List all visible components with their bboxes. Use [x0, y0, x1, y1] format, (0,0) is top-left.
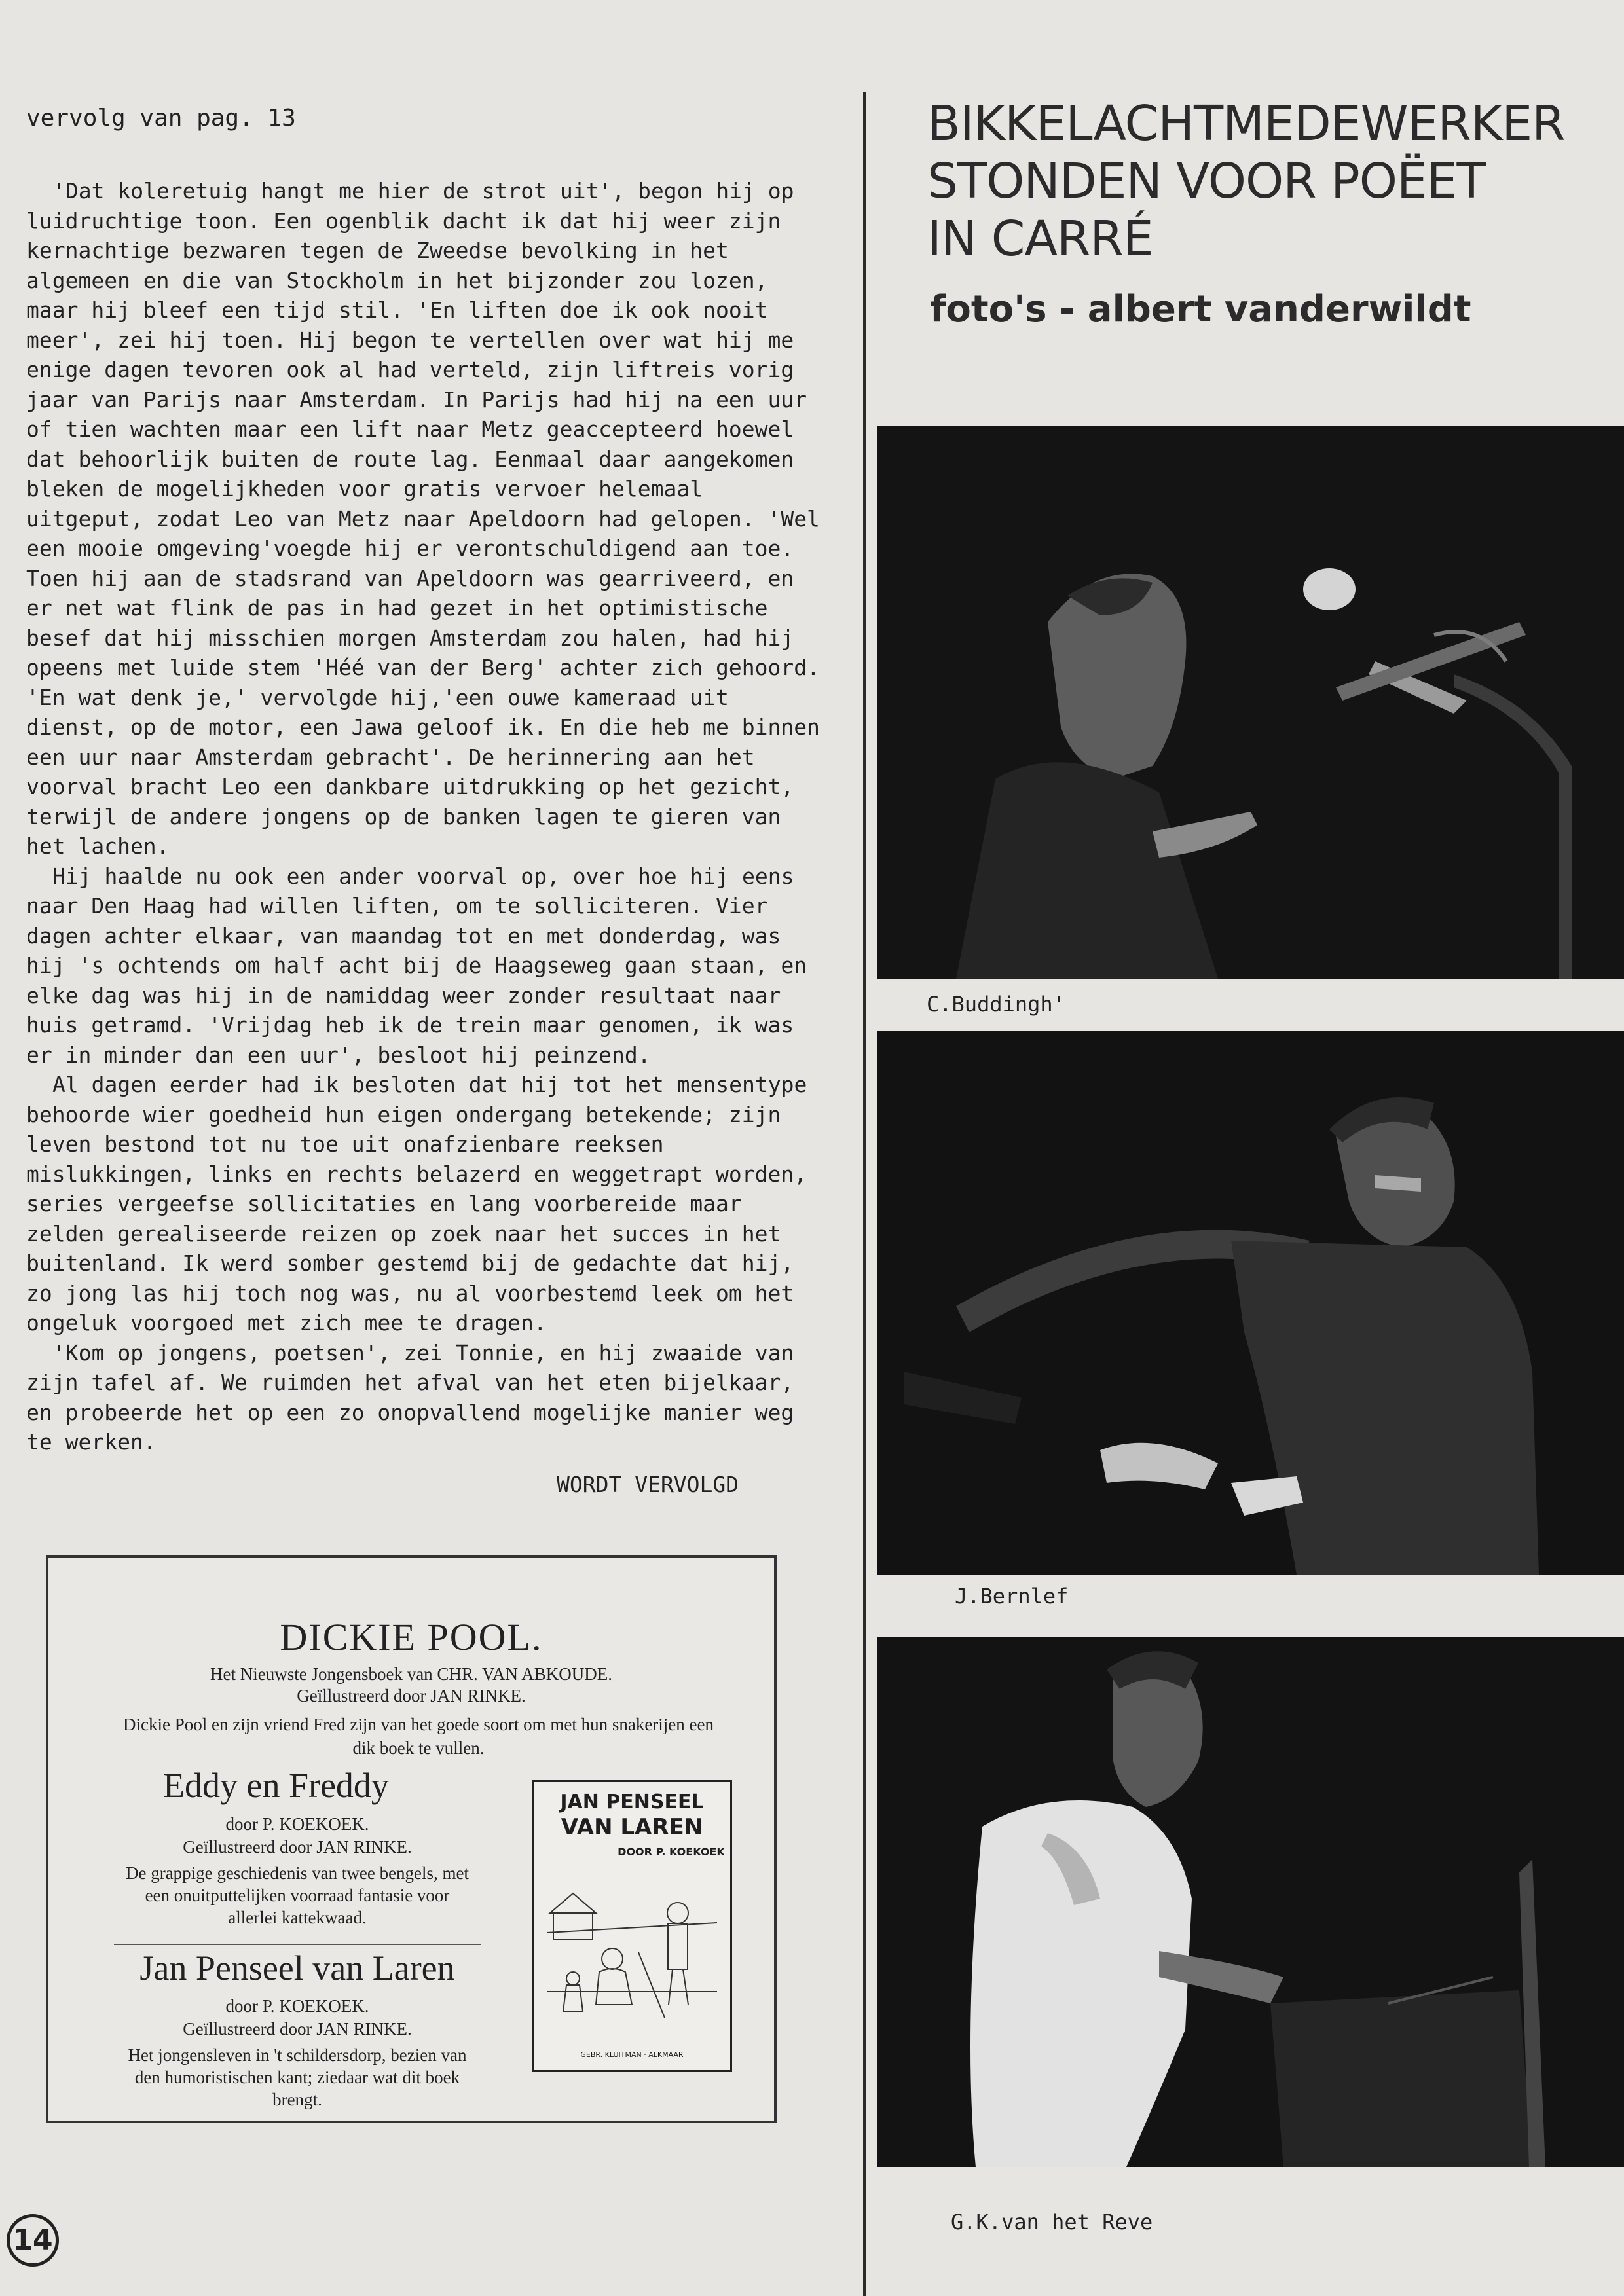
- story-text: [26, 176, 825, 1457]
- continued-from: vervolg van pag. 13: [26, 105, 296, 132]
- story-paragraph: Al dagen eerder had ik besloten dat hij tot het mensentype behoorde wier goedheid hun eigen ondergang betekende; zijn leven bestond tot nu toe uit onafzienbare reeksen mislukkingen, links en rechts belazerd en weggetrapt worden, series vergeefse sollicitaties en lang voorbereide maar zelden gerealiseerde reizen op zoek naar het succes in het buitenland. Ik werd somber gestemd bij de gedachte dat hij, zo jong las hij toch nog was, nu al voorbestemd leek om het ongeluk voorgoed met zich mee te dragen.: [26, 1072, 807, 1336]
- ad-illustrator: Geïllustreerd door JAN RINKE.: [297, 1686, 526, 1705]
- cover-author: DOOR P. KOEKOEK: [618, 1846, 725, 1858]
- book-advertisement: [46, 1555, 777, 2123]
- book-cover-illustration: [532, 1780, 732, 2072]
- headline: BIKKELACHTMEDEWERKER STONDEN VOOR POËET IN CARRÉ: [927, 96, 1565, 267]
- story-paragraph: 'Dat koleretuig hangt me hier de strot uit', begon hij op luidruchtige toon. Een ogenblik dacht ik dat hij weer zijn kernachtige bezwaren tegen de Zweedse bevolking in het algemeen en die van Stockholm in het bijzonder zou lozen, maar hij bleef een tijd stil. 'En liften doe ik ook nooit meer', zei hij toen. Hij begon te vertellen over wat hij me enige dagen tevoren ook al had verteld, zijn liftreis vorig jaar van Parijs naar Amsterdam. In Parijs had hij na een uur of tien wachten maar een lift naar Metz geaccepteerd hoewel dat behoorlijk buiten de route lag. Eenmaal daar aangekomen bleken de mogelijkheden voor gratis vervoer helemaal uitgeput, zodat Leo van Metz naar Apeldoorn had gelopen. 'Wel een mooie omgeving'voegde hij er verontschuldigend aan toe. Toen hij aan de stadsrand van Apeldoorn was gearriveerd, en er net wat flink de pas in had gezet in het optimistische besef dat hij misschien morgen Amsterdam zou halen, had hij opeens met luide stem 'Héé van der Berg' achter zich gehoord. 'En wat denk je,' vervolgde hij,'een ouwe kameraad uit dienst, op de motor, een Jawa geloof ik. En die heb me binnen een uur naar Amsterdam gebracht'. De herinnering aan het voorval bracht Leo een dankbare uitdrukking op het gezicht, terwijl de andere jongens op de banken lagen te gieren van het lachen.: [26, 178, 820, 859]
- column-divider: [863, 92, 866, 2296]
- ad-book-title: Eddy en Freddy: [163, 1766, 389, 1805]
- photo-caption: G.K.van het Reve: [951, 2210, 1153, 2234]
- ad-book-title: Jan Penseel van Laren: [139, 1948, 455, 1988]
- cover-title-1: JAN PENSEEL: [560, 1791, 704, 1813]
- photo-credit: foto's - albert vanderwildt: [930, 288, 1471, 331]
- to-be-continued: WORDT VERVOLGD: [557, 1471, 739, 1497]
- story-paragraph: 'Kom op jongens, poetsen', zei Tonnie, en hij zwaaide van zijn tafel af. We ruimden het afval van het eten bijelkaar, en probeerde het op een zo onopvallend mogelijke manier weg te werken.: [26, 1339, 794, 1455]
- ad-book-author: door P. KOEKOEK.: [225, 1996, 369, 2016]
- photo-bernlef: [877, 1031, 1624, 1575]
- ad-book-illustrator: Geïllustreerd door JAN RINKE.: [183, 2019, 412, 2039]
- ad-blurb: Dickie Pool en zijn vriend Fred zijn van het goede soort om met hun snakerijen een dik boek te vullen.: [122, 1715, 714, 1758]
- story-paragraph: Hij haalde nu ook een ander voorval op, over hoe hij eens naar Den Haag had willen liften, om te solliciteren. Vier dagen achter elkaar, van maandag tot en met donderdag, was hij 's ochtends om half acht bij de Haagseweg gaan staan, en elke dag was hij in de namiddag weer zonder resultaat naar huis getramd. 'Vrijdag heb ik de trein maar genomen, ik was er in minder dan een uur', besloot hij peinzend.: [26, 863, 807, 1068]
- photo-buddingh: [877, 426, 1624, 979]
- photo-reve: [877, 1637, 1624, 2167]
- ad-divider: [114, 1944, 481, 1945]
- photo-caption: C.Buddingh': [927, 992, 1065, 1017]
- ad-title: DICKIE POOL.: [280, 1616, 543, 1658]
- ad-book-blurb: Het jongensleven in 't schildersdorp, bezien van den humoristischen kant; ziedaar wat dit boek brengt.: [128, 2045, 467, 2109]
- cover-title-2: VAN LAREN: [561, 1814, 703, 1840]
- ad-subtitle: Het Nieuwste Jongensboek van CHR. VAN ABKOUDE.: [210, 1664, 612, 1684]
- photo-column: [877, 0, 1624, 2296]
- page-number: 14: [7, 2214, 59, 2267]
- ad-book-blurb: De grappige geschiedenis van twee bengels, met een onuitputtelijken voorraad fantasie voor allerlei kattekwaad.: [125, 1863, 470, 1927]
- cover-publisher: GEBR. KLUITMAN · ALKMAAR: [580, 2050, 684, 2059]
- photo-caption: J.Bernlef: [955, 1584, 1069, 1609]
- ad-book-author: door P. KOEKOEK.: [225, 1814, 369, 1834]
- ad-book-illustrator: Geïllustreerd door JAN RINKE.: [183, 1837, 412, 1857]
- article-column: [26, 105, 825, 1497]
